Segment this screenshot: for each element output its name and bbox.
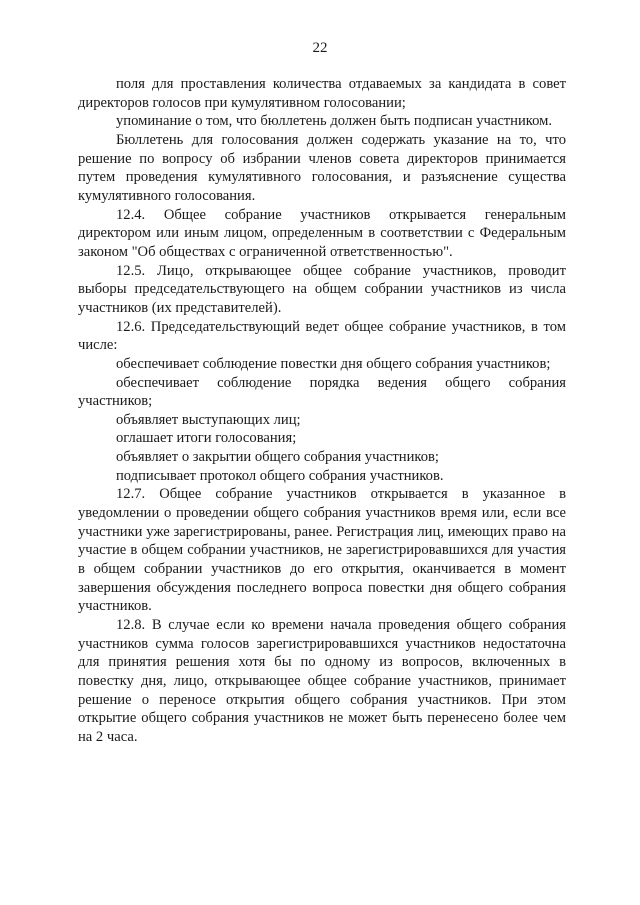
page-number: 22 xyxy=(312,40,328,56)
list-item-procedure: обеспечивает соблюдение порядка ведения общего собрания участников; xyxy=(78,374,566,410)
paragraph-12-5: 12.5. Лицо, открывающее общее собрание участников, проводит выборы председательствующего на общем собрании участников из числа участников (их представителей). xyxy=(78,262,566,316)
paragraph-cumulative-voting: Бюллетень для голосования должен содержать указание на то, что решение по вопросу об избрании членов совета директоров принимается путем проведения кумулятивного голосования, и разъяснение существа кумулятивного голосования. xyxy=(78,131,566,204)
document-body xyxy=(78,75,566,747)
list-item-results: оглашает итоги голосования; xyxy=(116,430,297,447)
list-item-speakers: объявляет выступающих лиц; xyxy=(116,411,301,428)
list-item-protocol: подписывает протокол общего собрания участников. xyxy=(116,467,444,484)
list-item-closing: объявляет о закрытии общего собрания участников; xyxy=(116,449,439,466)
list-item-agenda: обеспечивает соблюдение повестки дня общего собрания участников; xyxy=(116,355,551,372)
paragraph-ballot-signature: упоминание о том, что бюллетень должен быть подписан участником. xyxy=(116,113,553,130)
paragraph-12-7: 12.7. Общее собрание участников открывается в указанное в уведомлении о проведении общего собрания участников время или, если все участники уже зарегистрированы, ранее. Регистрация лиц, имеющих право на участие в общем собрании участников, не зарегистрировавшихся для участия в общем собрании участников до его открытия, оканчивается в момент завершения обсуждения последнего вопроса повестки дня общего собрания участников. xyxy=(78,486,566,615)
paragraph-12-4: 12.4. Общее собрание участников открывается генеральным директором или иным лицом, определенным в соответствии с Федеральным законом "Об обществах с ограниченной ответственностью". xyxy=(78,206,566,260)
paragraph-12-8: 12.8. В случае если ко времени начала проведения общего собрания участников сумма голосов зарегистрировавшихся участников недостаточна для принятия решения хотя бы по одному из вопросов, включенных в повестку дня, лицо, открывающее общее собрание участников, принимает решение о переносе открытия общего собрания участников. При этом открытие общего собрания участников не может быть перенесено более чем на 2 часа. xyxy=(78,617,566,745)
paragraph-ballot-vote-fields: поля для проставления количества отдаваемых за кандидата в совет директоров голосов при кумулятивном голосовании; xyxy=(78,76,566,111)
paragraph-12-6: 12.6. Председательствующий ведет общее собрание участников, в том числе: xyxy=(78,318,566,354)
